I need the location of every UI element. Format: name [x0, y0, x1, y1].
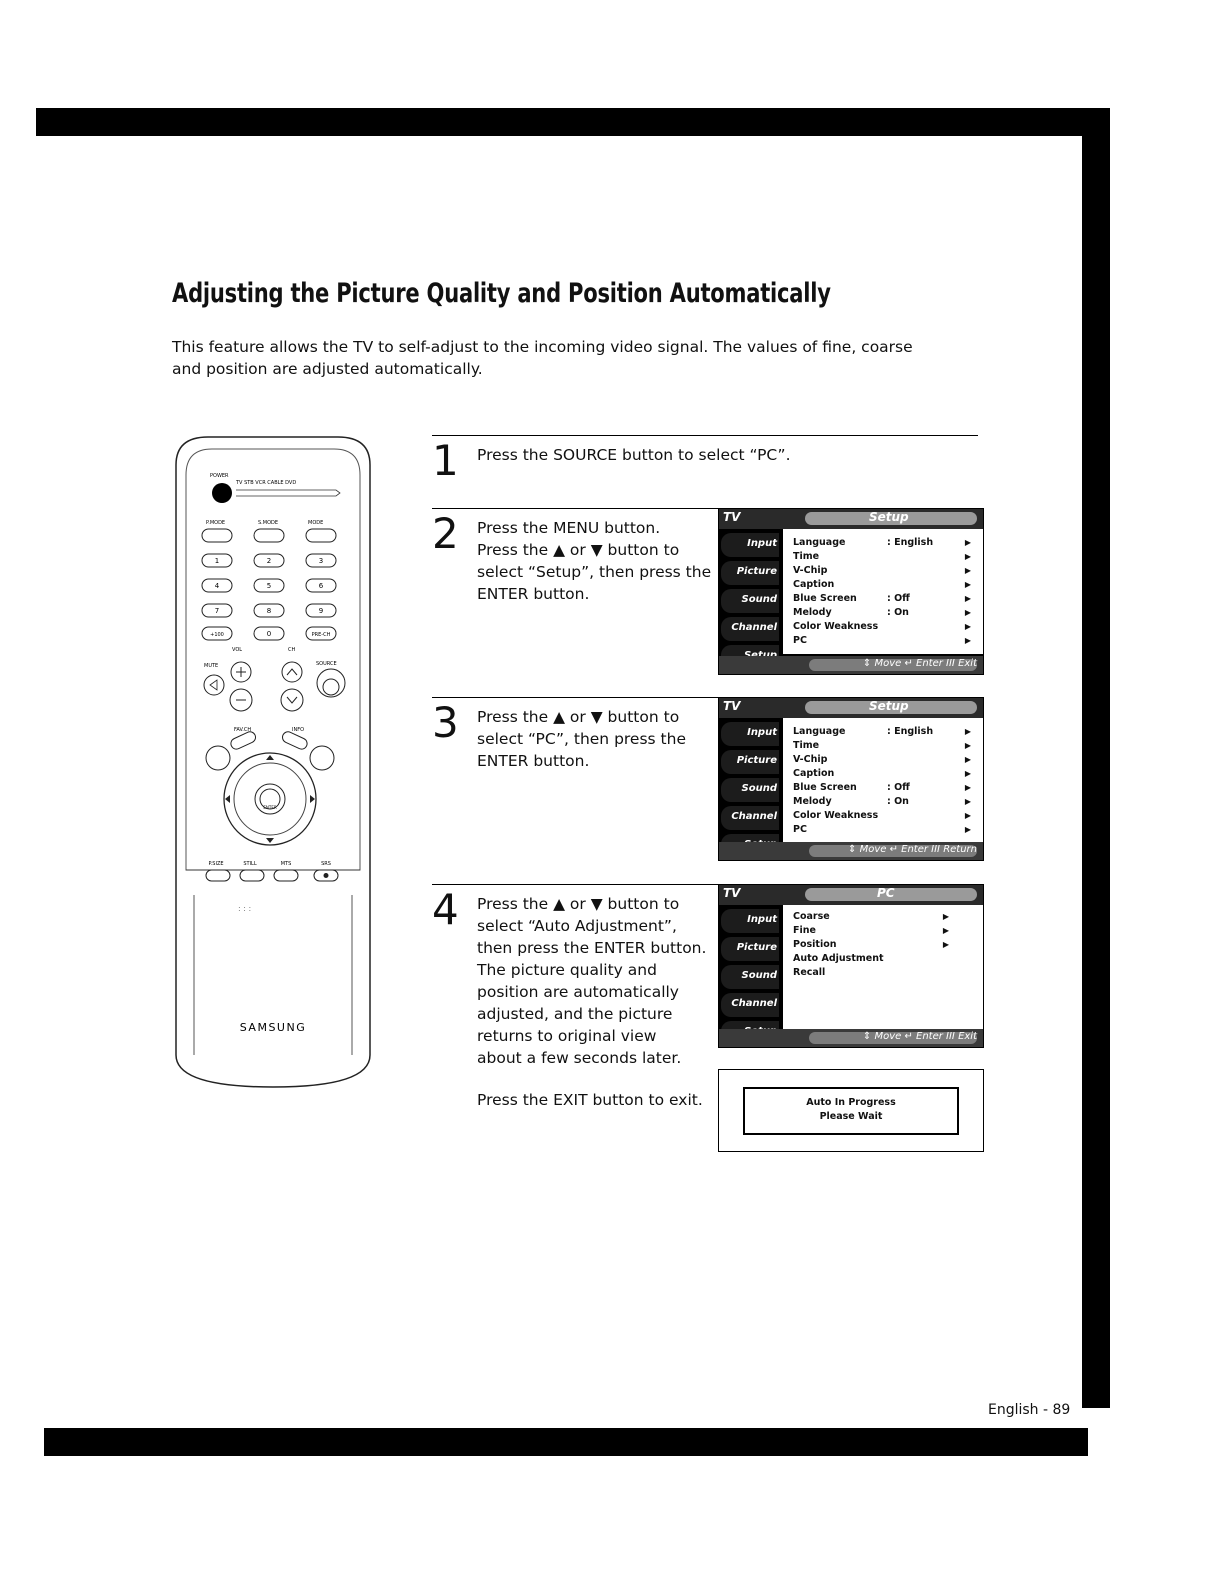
digit-7: 7 [214, 607, 220, 615]
digit-100: +100 [210, 632, 224, 638]
intro-line-1: This feature allows the TV to self-adjust to the incoming video signal. The values of fine, coarse [172, 338, 913, 356]
digit-8: 8 [266, 607, 272, 615]
remote-ch-label: CH [288, 647, 296, 653]
power-button [212, 483, 232, 503]
step-number-3: 3 [432, 698, 459, 747]
step-4-line-8: about a few seconds later. [477, 1049, 682, 1067]
remote-enter-label: ENTER [263, 805, 277, 810]
remote-still-label: STILL [243, 861, 257, 867]
digit-6: 6 [318, 582, 324, 590]
digit-prech: PRE-CH [311, 632, 331, 638]
osd-footer-text: ⇕ Move ↵ Enter III Exit [862, 658, 977, 669]
remote-btn-label-2: S.MODE [258, 520, 279, 526]
remote-mts-label: MTS [280, 861, 292, 867]
remote-brand: SAMSUNG [239, 1021, 307, 1034]
digit-3: 3 [318, 557, 324, 565]
setup-menu-screen-1 [718, 508, 984, 675]
step-3 [432, 697, 718, 848]
remote-favch-label: FAV.CH [234, 727, 252, 733]
step-4-line-7: returns to original view [477, 1027, 657, 1045]
svg-text:: : :: : : : [238, 904, 252, 913]
digit-5: 5 [266, 582, 272, 590]
auto-progress-screen [718, 1069, 984, 1152]
step-3-line-1: Press the ▲ or ▼ button to [477, 708, 680, 726]
remote-source-modes: TV STB VCR CABLE DVD [236, 480, 297, 486]
step-2-line-1: Press the MENU button. [477, 519, 661, 537]
step-text-2 [477, 517, 711, 605]
step-3-line-3: ENTER button. [477, 752, 590, 770]
side-item-channel: Channel [721, 617, 779, 641]
remote-btn-label-1: P.MODE [206, 520, 226, 526]
step-4-line-5: position are automatically [477, 983, 679, 1001]
step-number-1: 1 [432, 436, 459, 485]
side-item-input: Input [721, 533, 779, 557]
remote-btn-label-3: MODE [308, 520, 324, 526]
side-item-sound: Sound [721, 589, 779, 613]
step-text-3 [477, 706, 686, 772]
osd-pc-title: PC [877, 886, 895, 900]
digit-1: 1 [214, 557, 220, 565]
side-item-picture: Picture [721, 561, 779, 585]
remote-control-illustration [168, 435, 378, 1090]
remote-source-label: SOURCE [316, 661, 337, 667]
intro-paragraph [172, 336, 962, 380]
digit-0: 0 [266, 630, 272, 638]
pc-menu-screen: TV PC Input Picture Sound Channel Coarse ▶ Fine ▶ Position ▶ Auto Adjustment Recall ⇕ Move ↵ Enter III Exit [718, 884, 984, 1048]
remote-srs-label: SRS [321, 861, 331, 867]
osd-tv-label: TV [723, 510, 741, 524]
auto-progress-dialog [743, 1087, 959, 1135]
progress-line-1: Auto In Progress [806, 1097, 896, 1108]
step-number-4: 4 [432, 885, 459, 934]
top-black-bar [36, 108, 1110, 136]
step-4-exit-line: Press the EXIT button to exit. [477, 1091, 703, 1109]
step-4-line-1: Press the ▲ or ▼ button to [477, 895, 680, 913]
page-number: English - 89 [988, 1402, 1071, 1418]
step-1 [432, 435, 978, 496]
remote-vol-label: VOL [232, 647, 243, 653]
step-2-line-4: ENTER button. [477, 585, 590, 603]
digit-4: 4 [214, 582, 220, 590]
step-text-1 [477, 444, 791, 466]
remote-psize-label: P.SIZE [208, 861, 224, 867]
step-4-line-2: select “Auto Adjustment”, [477, 917, 677, 935]
step-4-line-3: then press the ENTER button. [477, 939, 707, 957]
step-2-line-3: select “Setup”, then press the [477, 563, 712, 581]
intro-line-2: and position are adjusted automatically. [172, 360, 483, 378]
digit-9: 9 [318, 607, 324, 615]
step-number-2: 2 [432, 509, 459, 558]
remote-mute-label: MUTE [204, 663, 219, 669]
progress-line-2: Please Wait [819, 1111, 883, 1122]
step-1-line-1: Press the SOURCE button to select “PC”. [477, 446, 791, 464]
right-black-bar [1082, 108, 1110, 1408]
step-4-line-6: adjusted, and the picture [477, 1005, 673, 1023]
step-2-line-2: Press the ▲ or ▼ button to [477, 541, 680, 559]
setup-menu-screen-2: TV Setup Input Picture Sound Channel Language : English ▶ Time ▶ V-Chip ▶ Caption ▶ Blue Screen : Off ▶ Melody : On ▶ Color Weakness ▶ PC ▶ ⇕ Move ↵ Enter III Return [718, 697, 984, 861]
osd-side-menu [719, 529, 779, 674]
step-4-line-4: The picture quality and [477, 961, 657, 979]
page-title: Adjusting the Picture Quality and Position Automatically [172, 278, 831, 309]
step-3-line-2: select “PC”, then press the [477, 730, 686, 748]
step-4 [432, 884, 718, 1135]
remote-power-label: POWER [210, 473, 229, 479]
step-2 [432, 508, 718, 659]
osd-setup-title: Setup [869, 510, 909, 524]
osd-panel: Language : English ▶ Time ▶ V-Chip ▶ Caption ▶ Blue Screen : Off ▶ Melody : On ▶ Color Weakness ▶ PC ▶ [783, 529, 983, 654]
digit-2: 2 [266, 557, 272, 565]
bottom-black-bar [44, 1428, 1088, 1456]
step-text-4 [477, 893, 706, 1111]
remote-info-label: INFO [292, 727, 305, 733]
